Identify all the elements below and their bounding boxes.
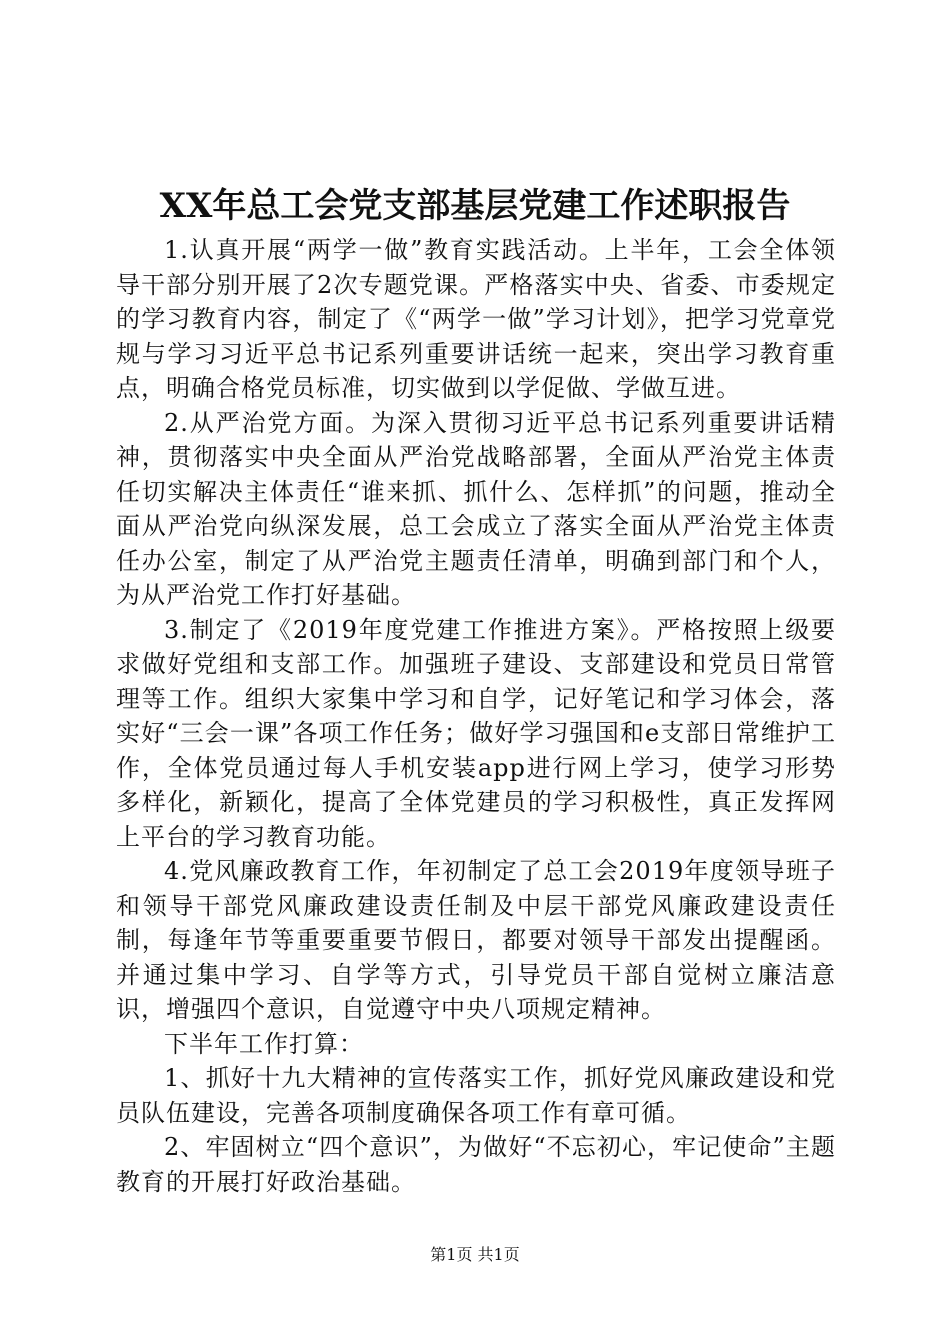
paragraph-1: 1.认真开展“两学一做”教育实践活动。上半年，工会全体领导干部分别开展了2次专题党课。严格落实中央、省委、市委规定的学习教育内容，制定了《“两学一做”学习计划》，把学习党章党规与学习习近平总书记系列重要讲话统一起来，突出学习教育重点，明确合格党员标准，切实做到以学促做、学做互进。 (116, 236, 836, 402)
plan-item-1: 1、抓好十九大精神的宣传落实工作，抓好党风廉政建设和党员队伍建设，完善各项制度确保各项工作有章可循。 (116, 1064, 836, 1127)
plan-item-2: 2、牢固树立“四个意识”，为做好“不忘初心，牢记使命”主题教育的开展打好政治基础。 (116, 1133, 836, 1196)
document-body (116, 233, 836, 1199)
paragraph-3: 3.制定了《2019年度党建工作推进方案》。严格按照上级要求做好党组和支部工作。加强班子建设、支部建设和党员日常管理等工作。组织大家集中学习和自学，记好笔记和学习体会，落实好“三会一课”各项工作任务；做好学习强国和e支部日常维护工作，全体党员通过每人手机安装app进行网上学习，使学习形势多样化，新颖化，提高了全体党建员的学习积极性，真正发挥网上平台的学习教育功能。 (116, 615, 836, 851)
section-heading-plan: 下半年工作打算： (164, 1029, 364, 1058)
paragraph-2: 2.从严治党方面。为深入贯彻习近平总书记系列重要讲话精神，贯彻落实中央全面从严治党战略部署，全面从严治党主体责任切实解决主体责任“谁来抓、抓什么、怎样抓”的问题，推动全面从严治党向纵深发展，总工会成立了落实全面从严治党主体责任办公室，制定了从严治党主题责任清单，明确到部门和个人，为从严治党工作打好基础。 (116, 408, 836, 609)
paragraph-4: 4.党风廉政教育工作，年初制定了总工会2019年度领导班子和领导干部党风廉政建设责任制及中层干部党风廉政建设责任制，每逢年节等重要重要节假日，都要对领导干部发出提醒函。并通过集中学习、自学等方式，引导党员干部自觉树立廉洁意识，增强四个意识，自觉遵守中央八项规定精神。 (116, 857, 836, 1023)
document-title: XX年总工会党支部基层党建工作述职报告 (159, 186, 791, 226)
page-number-footer: 第1页 共1页 (430, 1245, 520, 1264)
